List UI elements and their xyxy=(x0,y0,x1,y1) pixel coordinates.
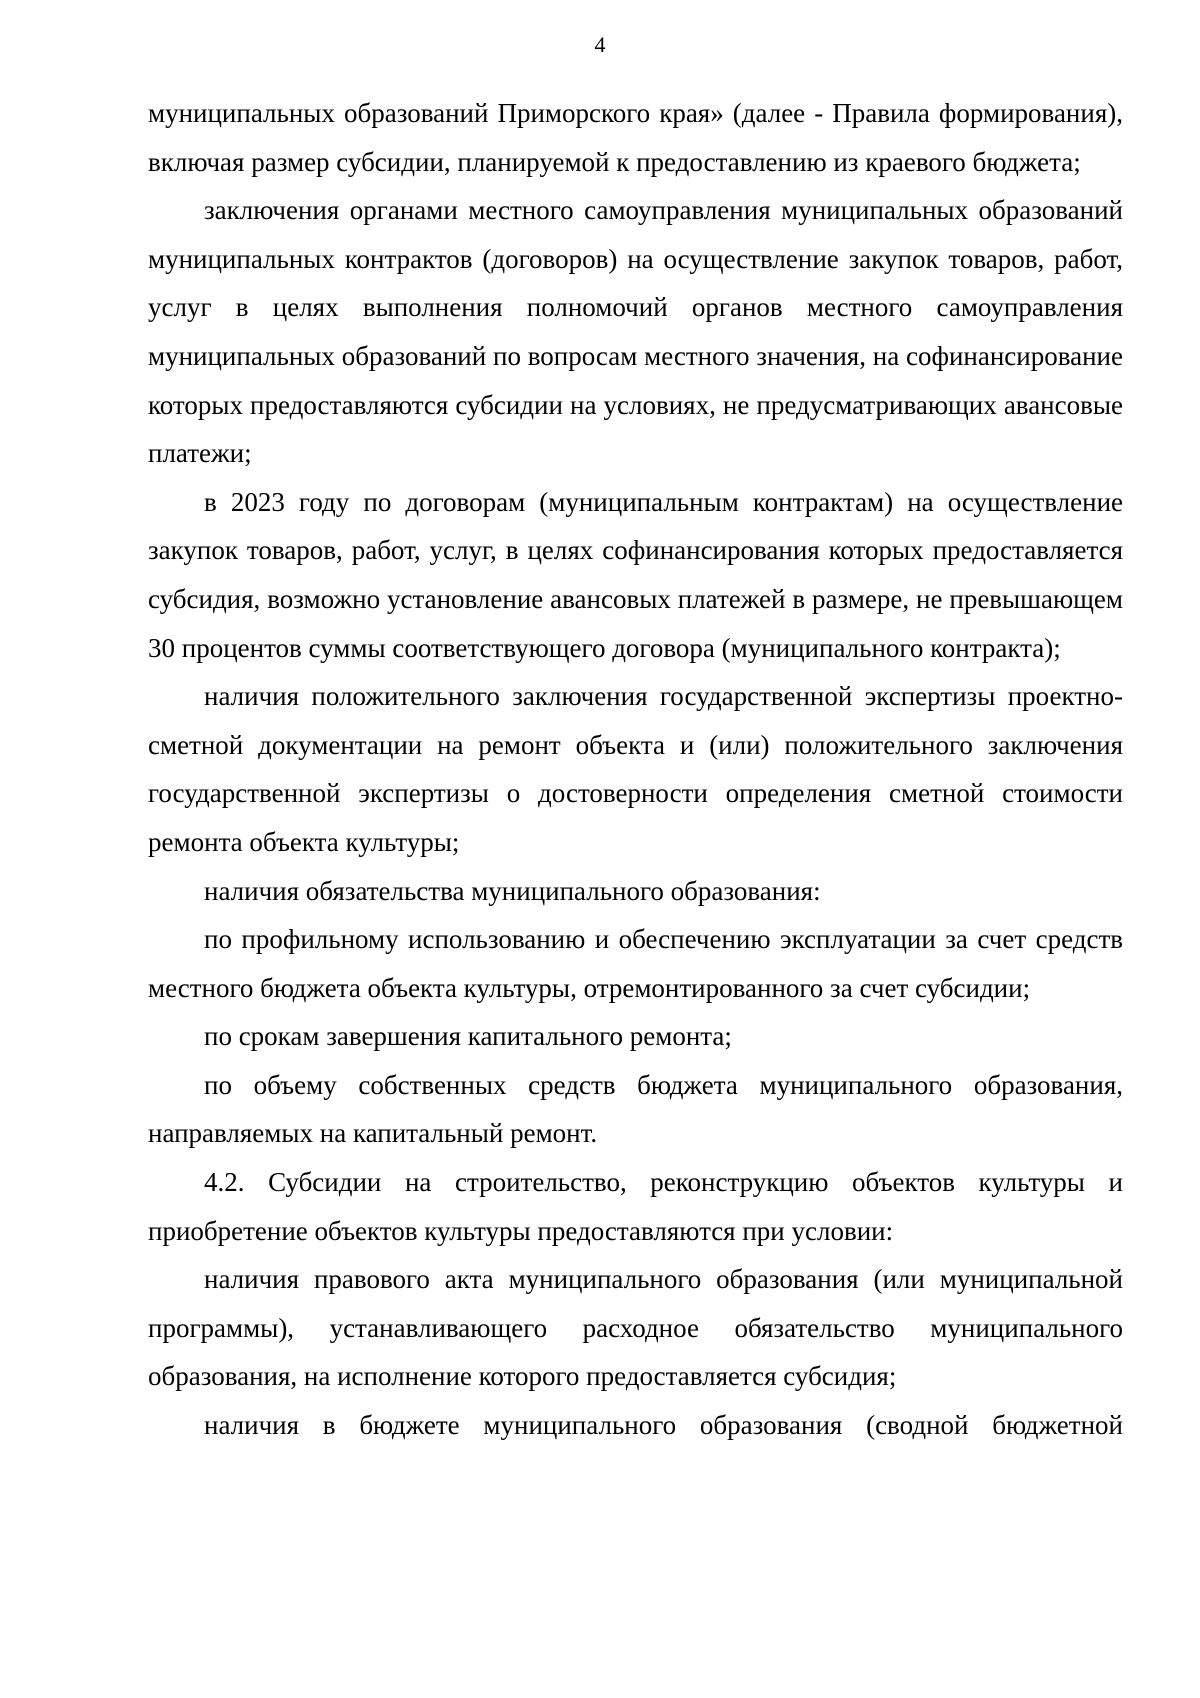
paragraph-contract-conclusion: заключения органами местного самоуправления муниципальных образований муниципальных контрактов (договоров) на осуществление закупок товаров, работ, услуг в целях выполнения полномочий органов местного самоуправления муниципальных образований по вопросам местного значения, на софинансирование которых предоставляются субсидии на условиях, не предусматривающих авансовые платежи; xyxy=(148,195,1123,469)
paragraph-legal-act: наличия правового акта муниципального образования (или муниципальной программы), устанавливающего расходное обязательство муниципального образования, на исполнение которого предоставляется субсидия; xyxy=(148,1264,1123,1392)
document-body xyxy=(148,89,1123,1450)
paragraph-section-4-2: 4.2. Субсидии на строительство, реконструкцию объектов культуры и приобретение объектов культуры предоставляются при условии: xyxy=(148,1167,1123,1246)
paragraph-continuation: муниципальных образований Приморского края» (далее - Правила формирования), включая размер субсидии, планируемой к предоставлению из краевого бюджета; xyxy=(148,98,1123,177)
paragraph-profile-use: по профильному использованию и обеспечению эксплуатации за счет средств местного бюджета объекта культуры, отремонтированного за счет субсидии; xyxy=(148,924,1123,1003)
paragraph-obligations-heading: наличия обязательства муниципального образования: xyxy=(204,875,821,906)
paragraph-own-funds: по объему собственных средств бюджета муниципального образования, направляемых на капитальный ремонт. xyxy=(148,1069,1123,1149)
paragraph-expertise: наличия положительного заключения государственной экспертизы проектно-сметной документации на ремонт объекта и (или) положительного заключения государственной экспертизы о достоверности определения сметной стоимости ремонта объекта культуры; xyxy=(148,681,1123,857)
paragraph-repair-deadlines: по срокам завершения капитального ремонта; xyxy=(204,1021,732,1052)
page-number: 4 xyxy=(594,32,606,57)
paragraph-budget-truncated: наличия в бюджете муниципального образования (сводной бюджетной xyxy=(204,1410,1123,1441)
paragraph-advance-payments: в 2023 году по договорам (муниципальным контрактам) на осуществление закупок товаров, работ, услуг, в целях софинансирования которых предоставляется субсидия, возможно установление авансовых платежей в размере, не превышающем 30 процентов суммы соответствующего договора (муниципального контракта); xyxy=(148,486,1123,663)
